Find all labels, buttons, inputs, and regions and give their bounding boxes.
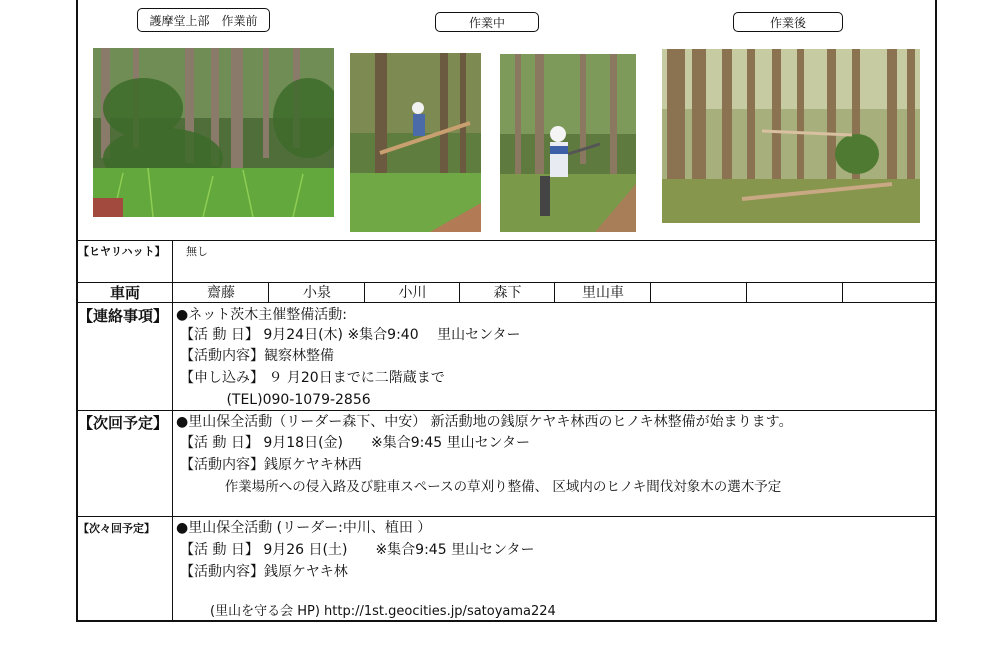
contact-label: 【連絡事項】: [78, 307, 169, 325]
photo-before-work: [93, 48, 334, 217]
next-line: 作業場所への侵入路及び駐車スペースの草刈り整備、 区域内のヒノキ間伐対象木の選木予定: [180, 479, 782, 495]
contact-line: ●ネット茨木主催整備活動:: [176, 307, 347, 323]
grid-line: [76, 516, 937, 517]
next-line: ●里山保全活動（リーダー森下、中安） 新活動地の銭原ケヤキ林西のヒノキ林整備が始まります。: [176, 414, 793, 430]
caption-after: 作業後: [733, 12, 843, 32]
contact-line: 【活動内容】観察林整備: [180, 348, 334, 364]
grid-line: [364, 282, 365, 302]
next-line: 【活 動 日】 9月18日(金) ※集合9:45 里山センター: [180, 435, 531, 451]
after-next-line: 【活 動 日】 9月26 日(土) ※集合9:45 里山センター: [180, 542, 535, 558]
grid-line: [76, 410, 937, 411]
contact-line: (TEL)090-1079-2856: [180, 392, 371, 408]
grid-line: [650, 282, 651, 302]
vehicle-name: 小川: [398, 285, 427, 301]
vehicle-label: 車両: [109, 284, 140, 302]
grid-line: [459, 282, 460, 302]
contact-line: 【活 動 日】 9月24日(木) ※集合9:40 里山センター: [180, 327, 521, 343]
vehicle-name: 齋藤: [207, 285, 235, 301]
after-next-line: 【活動内容】銭原ケヤキ林: [180, 564, 348, 580]
grid-line: [172, 240, 173, 622]
hiyari-value: 無し: [186, 245, 208, 258]
photo-during-work-1: [350, 53, 481, 232]
vehicle-name: 小泉: [303, 285, 331, 301]
grid-line: [268, 282, 269, 302]
next-line: 【活動内容】銭原ケヤキ林西: [180, 457, 362, 473]
next-label: 【次回予定】: [78, 414, 169, 432]
vehicle-name: 森下: [493, 285, 522, 301]
photo-after-work: [662, 49, 920, 223]
grid-line: [746, 282, 747, 302]
vehicle-name: 里山車: [582, 285, 624, 301]
after-next-line: ●里山保全活動 (リーダー:中川、植田 ）: [176, 520, 432, 536]
grid-line: [842, 282, 843, 302]
hiyari-label: 【ヒヤリハット】: [78, 245, 166, 258]
contact-line: 【申し込み】 ９ 月20日までに二階蔵まで: [180, 370, 445, 386]
photo-during-work-2: [500, 54, 636, 232]
after-next-label: 【次々回予定】: [78, 522, 155, 535]
caption-during: 作業中: [435, 12, 539, 32]
grid-line: [554, 282, 555, 302]
homepage-link[interactable]: (里山を守る会 HP) http://1st.geocities.jp/satoyama224: [210, 604, 556, 619]
grid-line: [76, 240, 937, 241]
caption-before: 護摩堂上部 作業前: [137, 8, 270, 32]
